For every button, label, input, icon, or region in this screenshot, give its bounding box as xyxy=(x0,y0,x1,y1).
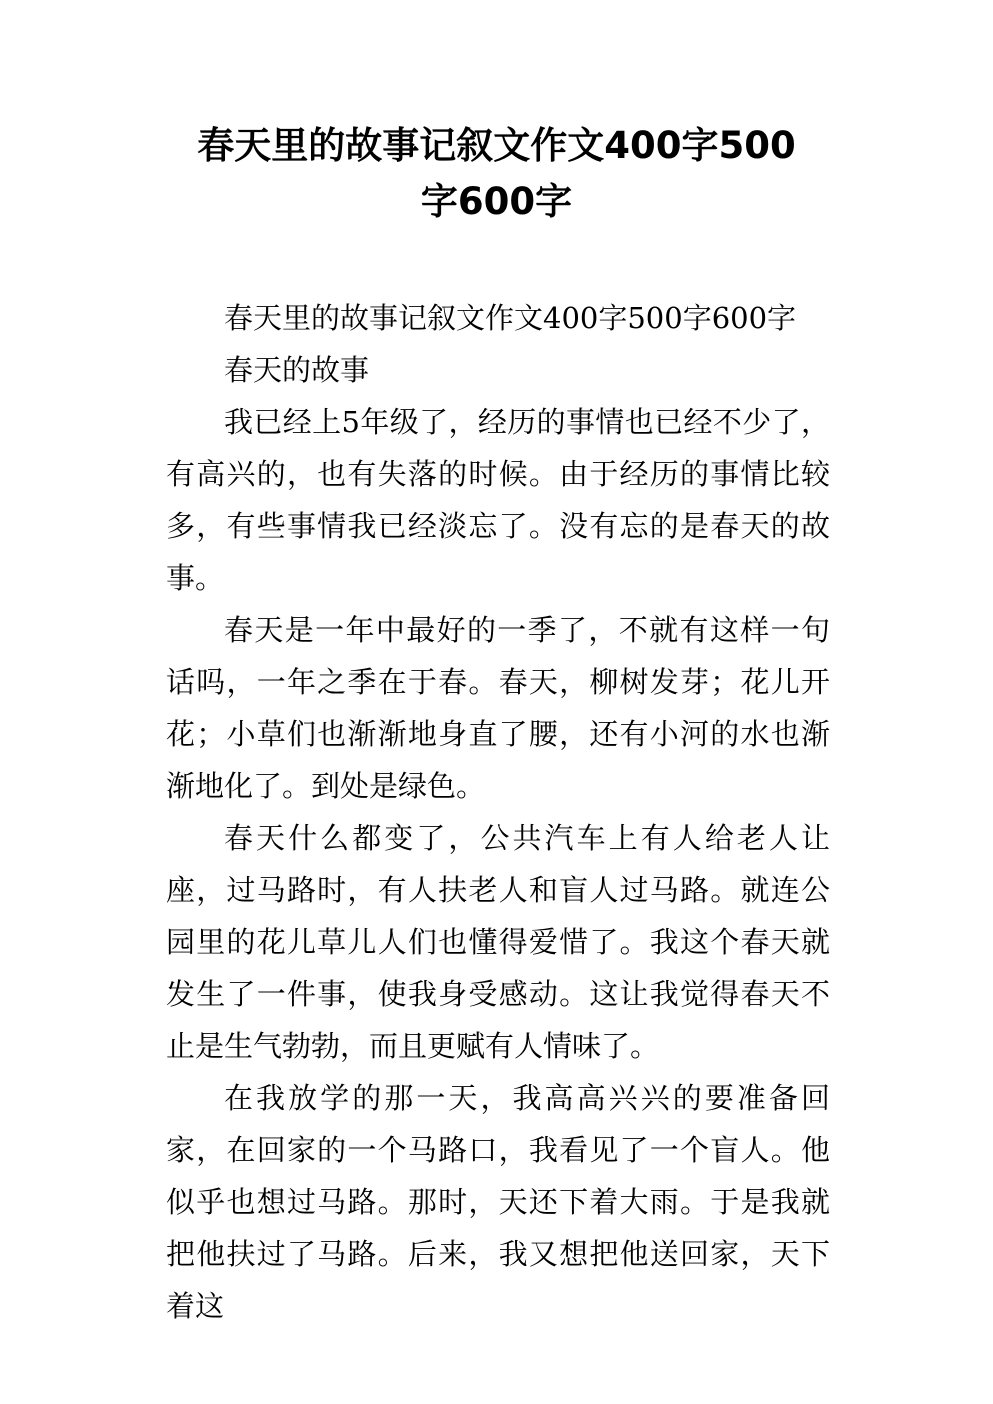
body-paragraph-3: 春天什么都变了，公共汽车上有人给老人让座，过马路时，有人扶老人和盲人过马路。就连公园里的花儿草儿人们也懂得爱惜了。我这个春天就发生了一件事，使我身受感动。这让我觉得春天不止是生气勃勃，而且更赋有人情味了。 xyxy=(166,821,830,1063)
document-title xyxy=(0,118,993,230)
subtitle-paragraph: 春天里的故事记叙文作文400字500字600字 xyxy=(224,301,797,335)
story-heading: 春天的故事 xyxy=(224,353,370,387)
title-line-2: 字600字 xyxy=(420,180,573,223)
body-paragraph-1: 我已经上5年级了，经历的事情也已经不少了，有高兴的，也有失落的时候。由于经历的事情比较多，有些事情我已经淡忘了。没有忘的是春天的故事。 xyxy=(166,405,830,595)
title-line-1: 春天里的故事记叙文作文400字500 xyxy=(197,124,796,167)
body-paragraph-4: 在我放学的那一天，我高高兴兴的要准备回家，在回家的一个马路口，我看见了一个盲人。他似乎也想过马路。那时，天还下着大雨。于是我就把他扶过了马路。后来，我又想把他送回家，天下着这 xyxy=(166,1081,830,1323)
body-paragraph-2: 春天是一年中最好的一季了，不就有这样一句话吗，一年之季在于春。春天，柳树发芽；花儿开花；小草们也渐渐地身直了腰，还有小河的水也渐渐地化了。到处是绿色。 xyxy=(166,613,830,803)
document-body xyxy=(166,292,830,1332)
